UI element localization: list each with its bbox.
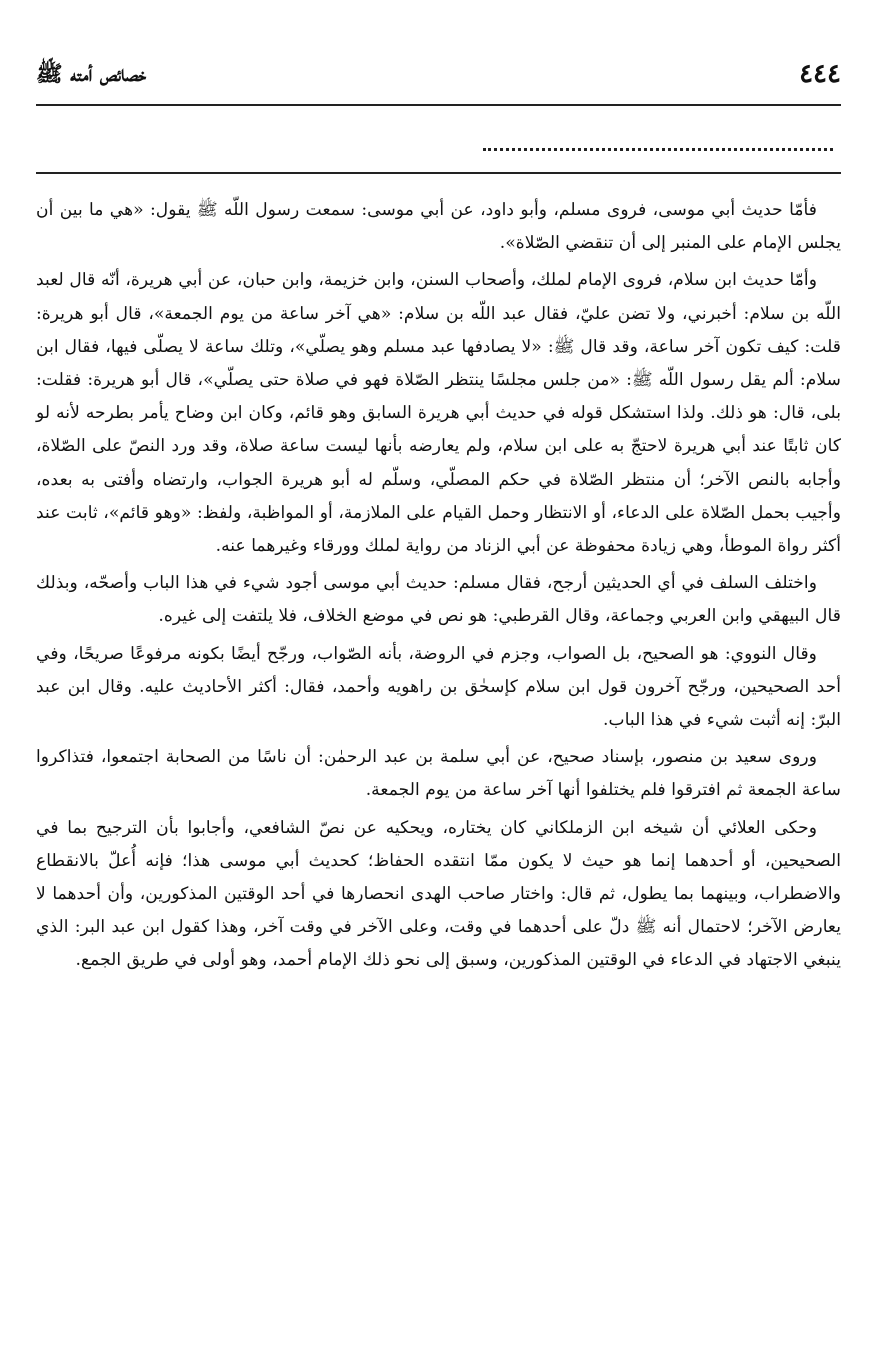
dotted-separator [483, 148, 833, 151]
paragraph: وحكى العلائي أن شيخه ابن الزملكاني كان يختاره، ويحكيه عن نصّ الشافعي، وأجابوا بأن الترجيح بما في الصحيحين، أو أحدهما إنما هو حيث لا يكون ممّا انتقده الحفاظ؛ كحديث أبي موسى هذا؛ فإنه أُعلّ بالانقطاع والاضطراب، وبينهما بما يطول، ثم قال: واختار صاحب الهدى انحصارها في أحد الوقتين المذكورين، وأن أحدهما لا يعارض الآخر؛ لاحتمال أنه ﷺ دلّ على أحدهما في وقت، وعلى الآخر في وقت آخر، وهذا كقول ابن عبد البر: الذي ينبغي الاجتهاد في الدعاء في الوقتين المذكورين، وسبق إلى نحو ذلك الإمام أحمد، وهو أولى في طريق الجمع. [36, 817, 841, 971]
page-header [36, 56, 841, 96]
paragraph: وقال النووي: هو الصحيح، بل الصواب، وجزم في الروضة، بأنه الصّواب، ورجّح أيضًا بكونه مرفوعًا صريحًا، وفي أحد الصحيحين، ورجّح آخرون قول ابن سلام كإسحٰق بن راهويه وأحمد، فقال: أكثر الأحاديث عليه. وقال ابن عبد البرّ: إنه أثبت شيء في هذا الباب. [36, 643, 841, 731]
header-rule [36, 104, 841, 106]
page-number: ٤٤٤ [799, 59, 841, 89]
paragraph: وأمّا حديث ابن سلام، فروى الإمام لملك، وأصحاب السنن، وابن خزيمة، وابن حبان، عن أبي هريرة، أنّه قال لعبد اللّه بن سلام: أخبرني، ولا تضن عليّ، فقال عبد اللّه بن سلام: «هي آخر ساعة من يوم الجمعة»، قال أبو هريرة: قلت: كيف تكون آخر ساعة، وقد قال ﷺ: «لا يصادفها عبد مسلم وهو يصلّي»، وتلك ساعة لا يصلّى فيها، فقال ابن سلام: ألم يقل رسول اللّه ﷺ: «من جلس مجلسًا ينتظر الصّلاة فهو في صلاة حتى يصلّي»، قال أبو هريرة: فقلت: بلى، قال: هو ذلك. ولذا استشكل قوله في حديث أبي هريرة السابق وهو قائم، وكان ابن وضاح يأمر بطرحه لأنه لو كان ثابتًا عند أبي هريرة لاحتجّ به على ابن سلام، ولم يعارضه بأنها ليست ساعة صلاة، وقد ورد النصّ على الصّلاة، وأجابه بالنص الآخر؛ أن منتظر الصّلاة في حكم المصلّي، وسلّم له أبو هريرة الجواب، وارتضاه وأفتى به بعده، وأجيب بحمل الصّلاة على الدعاء، أو الانتظار وحمل القيام على الملازمة، أو المواظبة، ولفظ: «وهو قائم»، ثابت عند أكثر رواة الموطأ، وهي زيادة محفوظة عن أبي الزناد من رواية لملك وورقاء وغيرهما عنه. [36, 270, 841, 557]
body-text [36, 194, 841, 982]
running-title: خصائص أمته ﷺ [36, 61, 147, 87]
paragraph: وروى سعيد بن منصور، بإسناد صحيح، عن أبي سلمة بن عبد الرحمٰن: أن ناسًا من الصحابة اجتمعوا، فتذاكروا ساعة الجمعة ثم افترقوا فلم يختلفوا أنها آخر ساعة من يوم الجمعة. [36, 747, 841, 801]
body-top-rule [36, 172, 841, 174]
paragraph: واختلف السلف في أي الحديثين أرجح، فقال مسلم: حديث أبي موسى أجود شيء في هذا الباب وأصحّه، وبذلك قال البيهقي وابن العربي وجماعة، وقال القرطبي: هو نص في موضع الخلاف، فلا يلتفت إلى غيره. [36, 573, 841, 627]
paragraph: فأمّا حديث أبي موسى، فروى مسلم، وأبو داود، عن أبي موسى: سمعت رسول اللّه ﷺ يقول: «هي ما بين أن يجلس الإمام على المنبر إلى أن تنقضي الصّلاة». [36, 200, 841, 254]
